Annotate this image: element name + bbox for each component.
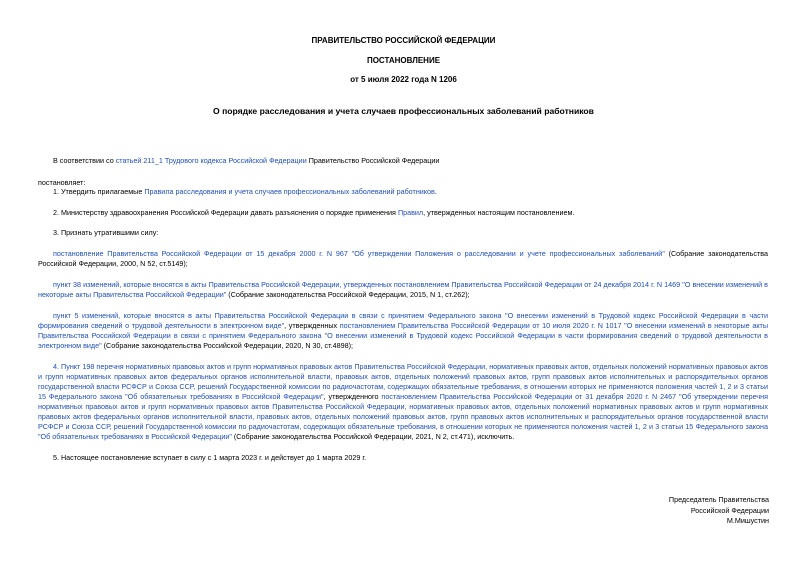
repealed-item-2-source: (Собрание законодательства Российской Федерации, 2015, N 1, ст.262); — [226, 290, 470, 299]
signature-block — [549, 495, 769, 527]
repealed-item-1 — [38, 249, 768, 269]
preamble-text-end: Правительство Российской Федерации — [306, 156, 440, 165]
rules-short-link[interactable]: Правил — [397, 208, 424, 217]
paragraph-3 — [38, 228, 768, 238]
resolution-2467-link[interactable]: постановлением Правительства Российской Федерации от 31 декабря 2020 г. N 2467 "Об утверждении перечня нормативных правовых актов и групп нормативных правовых актов Правительства Российской Федерации, нормативных правовых актов, отдельных положений нормативных правовых актов и групп нормативных правовых актов федеральных органов исполнительной власти, правовых актов, отдельных положений правовых актов, групп правовых актов исполнительных и распорядительных органов государственной власти РСФСР и Союза ССР, решений Государственной комиссии по радиочастотам, содержащих обязательные требования, в отношении которых не применяются положения частей 1, 2 и 3 статьи 15 Федерального закона "Об обязательных требованиях в Российской Федерации" — [38, 392, 768, 441]
issuing-authority: ПРАВИТЕЛЬСТВО РОССИЙСКОЙ ФЕДЕРАЦИИ — [311, 36, 496, 45]
amendments-item-5-link[interactable]: пункт 5 изменений, которые вносятся в акты Правительства Российской Федерации в связи с принятием Федерального закона "О внесении изменений в Трудовой кодекс Российской Федерации в части формирования сведений о трудовой деятельности в электронном виде" — [38, 311, 768, 330]
repealed-item-3 — [38, 311, 768, 351]
paragraph-1 — [38, 187, 768, 197]
document-date-number: от 5 июля 2022 года N 1206 — [350, 75, 457, 84]
paragraph-4-mid: , утвержденного — [323, 392, 382, 401]
signer-position: Председатель Правительства — [668, 495, 769, 504]
paragraph-1-text: 1. Утвердить прилагаемые — [53, 187, 145, 196]
paragraph-2 — [38, 208, 768, 218]
labor-code-link[interactable]: статьей 211_1 Трудового кодекса Российской Федерации — [115, 156, 307, 165]
preamble-text: В соответствии со — [53, 156, 116, 165]
list-item-198-link[interactable]: 4. Пункт 198 перечня нормативных правовых актов и групп нормативных правовых актов Правительства Российской Федерации, нормативных правовых актов, отдельных положений нормативных правовых актов и групп нормативных правовых актов федеральных органов исполнительной власти, правовых актов, отдельных положений правовых актов, групп правовых актов исполнительных и распорядительных органов государственной власти РСФСР и Союза ССР, решений Государственной комиссии по радиочастотам, содержащих обязательные требования, в отношении которых не применяются положения частей 1, 2 и 3 статьи 15 Федерального закона "Об обязательных требованиях в Российской Федерации" — [38, 362, 768, 401]
rules-link[interactable]: Правила расследования и учета случаев профессиональных заболеваний работников — [144, 187, 435, 196]
signer-organization: Российской Федерации — [690, 505, 769, 515]
paragraph-2-text: 2. Министерству здравоохранения Российской Федерации давать разъяснения о порядке применения — [53, 208, 398, 217]
paragraph-1-end: . — [434, 187, 437, 196]
decree-word: постановляет: — [38, 178, 86, 187]
repealed-item-2 — [38, 280, 768, 300]
paragraph-4-source: (Собрание законодательства Российской Федерации, 2021, N 2, ст.471), исключить. — [231, 432, 515, 441]
document-type: ПОСТАНОВЛЕНИЕ — [366, 56, 441, 65]
resolution-967-link[interactable]: постановление Правительства Российской Федерации от 15 декабря 2000 г. N 967 "Об утверждении Положения о расследовании и учете профессиональных заболеваний" — [53, 249, 665, 258]
paragraph-5 — [38, 453, 768, 463]
paragraph-4 — [38, 362, 768, 442]
resolution-1469-link[interactable]: пункт 38 изменений, которые вносятся в акты Правительства Российской Федерации, утвержденных постановлением Правительства Российской Федерации от 24 декабря 2014 г. N 1469 "О внесении изменений в некоторые акты Правительства Российской Федерации" — [38, 280, 768, 299]
signer-name: М.Мишустин — [726, 516, 769, 525]
repealed-item-3-mid: , утвержденных — [284, 321, 340, 330]
repealed-item-3-source: (Собрание законодательства Российской Федерации, 2020, N 30, ст.4898); — [101, 341, 353, 350]
paragraph-2-end: , утвержденных настоящим постановлением. — [423, 208, 575, 217]
preamble — [38, 156, 768, 166]
paragraph-5-text: 5. Настоящее постановление вступает в силу с 1 марта 2023 г. и действует до 1 марта 2029 г. — [53, 453, 367, 462]
document-title: О порядке расследования и учета случаев профессиональных заболеваний работников — [213, 106, 594, 116]
paragraph-3-text: 3. Признать утратившими силу: — [53, 228, 159, 237]
resolution-1017-link[interactable]: постановлением Правительства Российской Федерации от 10 июля 2020 г. N 1017 "О внесении изменений в некоторые акты Правительства Российской Федерации в связи с принятием Федерального закона "О внесении изменений в Трудовой кодекс Российской Федерации в части формирования сведений о трудовой деятельности в электронном виде" — [38, 321, 768, 350]
repealed-item-1-source: (Собрание законодательства Российской Федерации, 2000, N 52, ст.5149); — [38, 249, 768, 268]
